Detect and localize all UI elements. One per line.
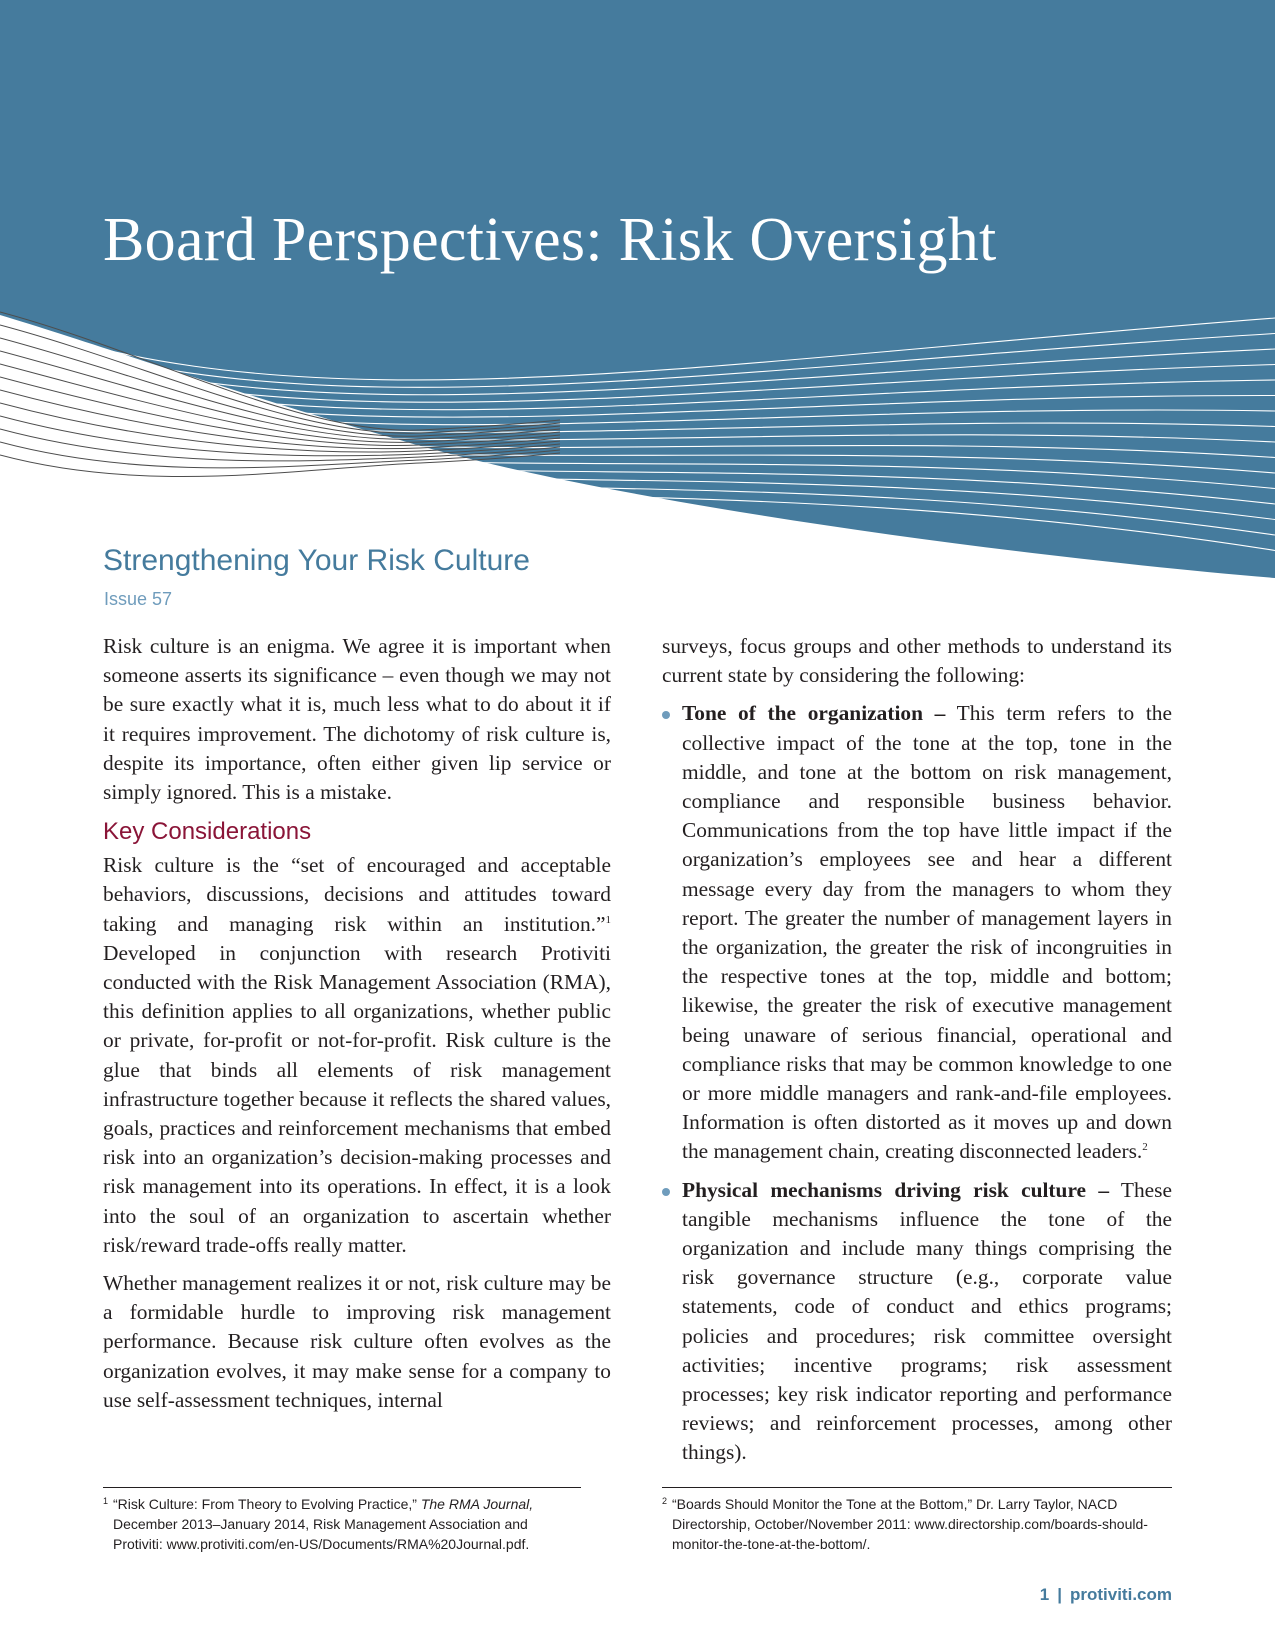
list-item-text: These tangible mechanisms influence the tone of the organization and include many things comprising the risk governance structure (e.g., corporate value statements, code of conduct and ethics programs; policies and procedures; risk committee oversight activities; incentive programs; risk assessment processes; key risk indicator reporting and performance reviews; and reinforcement processes, among other things). [682, 1177, 1172, 1465]
page-footer [1040, 1585, 1172, 1605]
considerations-list [662, 699, 1172, 1467]
footnote-text-part[interactable]: December 2013–January 2014, Risk Management Association and Protiviti: www.protiviti.com/en-US/Documents/RMA%20Journal.pdf. [113, 1516, 530, 1552]
section-heading: Key Considerations [103, 818, 312, 846]
footnote-text-part[interactable]: “Boards Should Monitor the Tone at the Bottom,” Dr. Larry Taylor, NACD Directorship, October/November 2011: www.directorship.com/boards-should-monitor-the-tone-at-the-bottom/. [672, 1496, 1148, 1552]
footer-site-link[interactable]: protiviti.com [1069, 1585, 1172, 1604]
header-banner [0, 0, 1275, 600]
footnote-text [662, 1494, 1172, 1554]
intro-paragraph: Risk culture is an enigma. We agree it is important when someone asserts its significance – even though we may not be sure exactly what it is, much less what to do about it if it requires improvement. The dichotomy of risk culture is, despite its importance, often either given lip service or simply ignored. This is a mistake. [103, 634, 611, 805]
page-title: Board Perspectives: Risk Oversight [103, 206, 997, 274]
banner-background [0, 0, 1275, 578]
footnote-text-part: “Risk Culture: From Theory to Evolving Practice,” [113, 1496, 421, 1512]
footnote-text [103, 1494, 581, 1554]
left-column [103, 632, 611, 1424]
issue-number: Issue 57 [104, 589, 173, 609]
page-number: 1 [1039, 1585, 1050, 1604]
footer-separator: | [1057, 1585, 1062, 1604]
list-item-term: Physical mechanisms driving risk culture – [682, 1177, 1110, 1202]
list-item [662, 699, 1172, 1166]
list-item-text: This term refers to the collective impact of the tone at the top, tone in the middle, and tone at the bottom on risk management, compliance and responsible business behavior. Communications from the top have little impact if the organization’s employees see and hear a different message every day from the managers to whom they report. The greater the number of management layers in the organization, the greater the risk of incongruities in the respective tones at the top, middle and bottom; likewise, the greater the risk of executive management being unaware of serious financial, operational and compliance risks that may be common knowledge to one or more middle managers and rank-and-file employees. Information is often distorted as it moves up and down the management chain, creating disconnected leaders. [682, 701, 1172, 1164]
footnote-1 [103, 1487, 581, 1554]
list-item [662, 1176, 1172, 1468]
bullet-icon [662, 711, 670, 719]
footnote-mark: 1 [103, 1496, 109, 1506]
footnote-ref[interactable]: 1 [605, 913, 611, 926]
footnote-journal: The RMA Journal, [420, 1496, 534, 1512]
right-column [662, 632, 1172, 1477]
definition-text-cont: Developed in conjunction with research Protiviti conducted with the Risk Management Association (RMA), this definition applies to all organizations, whether public or private, for-profit or not-for-profit. Risk culture is the glue that binds all elements of risk management infrastructure together because it reflects the shared values, goals, practices and reinforcement mechanisms that embed risk into an organization’s decision-making processes and risk management into its operations. In effect, it is a look into the soul of an organization to ascertain whether risk/reward trade-offs really matter. [103, 940, 611, 1257]
bullet-icon [662, 1188, 670, 1196]
assessment-paragraph-cont: surveys, focus groups and other methods to understand its current state by considering the following: [662, 634, 1172, 688]
definition-text: Risk culture is the “set of encouraged and acceptable behaviors, discussions, decisions and attitudes toward taking and managing risk within an institution.” [103, 853, 611, 936]
footnote-2 [662, 1487, 1172, 1554]
assessment-paragraph: Whether management realizes it or not, risk culture may be a formidable hurdle to improving risk management performance. Because risk culture often evolves as the organization evolves, it may make sense for a company to use self-assessment techniques, internal [103, 1271, 611, 1412]
footnote-mark: 2 [662, 1496, 668, 1506]
article-subtitle: Strengthening Your Risk Culture [103, 544, 530, 577]
footnote-ref[interactable]: 2 [1142, 1141, 1148, 1154]
definition-paragraph [103, 851, 611, 1260]
list-item-term: Tone of the organization – [682, 701, 946, 726]
